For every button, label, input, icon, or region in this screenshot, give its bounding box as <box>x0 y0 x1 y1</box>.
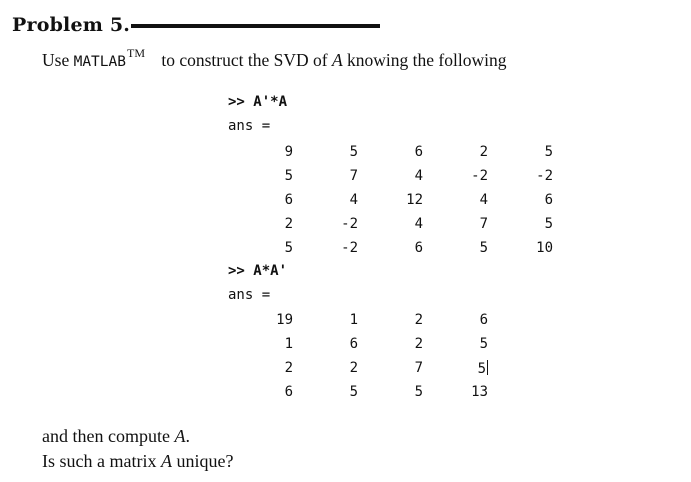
matrix-cell: 5 <box>544 144 553 160</box>
matrix-cell: -2 <box>471 168 488 184</box>
matrix-cell: 4 <box>349 192 358 208</box>
matrix-cell: 2 <box>284 216 293 232</box>
matrix-cell: 6 <box>479 312 488 328</box>
instruction-suffix: knowing the following <box>347 50 507 70</box>
closing-prefix: and then compute <box>42 426 170 446</box>
matrix-cell: 2 <box>414 336 423 352</box>
matrix-cell: 7 <box>349 168 358 184</box>
matrix-cell: 5 <box>479 240 488 256</box>
matrix-cell: 2 <box>479 144 488 160</box>
matrix-cell: 12 <box>406 192 423 208</box>
matrix-cell: 4 <box>414 216 423 232</box>
matrix-cell: 5 <box>414 384 423 400</box>
matrix-cell: 1 <box>284 336 293 352</box>
matrix-cell: 2 <box>284 360 293 376</box>
closing-line-1 <box>42 426 190 447</box>
matrix-cell: 7 <box>479 216 488 232</box>
matrix-cell: 7 <box>414 360 423 376</box>
matrix-cell: 5 <box>284 240 293 256</box>
matrix-row <box>228 140 553 164</box>
matrix-row <box>228 308 488 332</box>
trademark-mark: TM <box>126 46 145 60</box>
closing-line-2 <box>42 451 233 472</box>
matrix-cell: 6 <box>284 384 293 400</box>
matrix-row <box>228 236 553 260</box>
matrix-row <box>228 188 553 212</box>
matrix-cell: 6 <box>544 192 553 208</box>
matrix-cell: 5 <box>349 384 358 400</box>
result-matrix-1 <box>228 140 553 260</box>
matrix-row <box>228 212 553 236</box>
matrix-symbol: A <box>174 426 186 446</box>
question-suffix: unique? <box>176 451 234 471</box>
problem-instruction <box>42 46 507 71</box>
matrix-cell: 6 <box>349 336 358 352</box>
title-rule <box>131 24 380 28</box>
matrix-row <box>228 164 553 188</box>
matrix-cell: 13 <box>471 384 488 400</box>
matrix-cell: 4 <box>414 168 423 184</box>
matlab-ans-label-2: ans = <box>228 287 271 303</box>
matrix-cell: 4 <box>479 192 488 208</box>
matrix-cell: 19 <box>276 312 293 328</box>
matrix-cell: 2 <box>414 312 423 328</box>
matrix-cell: 6 <box>414 240 423 256</box>
matrix-cell: 9 <box>284 144 293 160</box>
matrix-cell: 6 <box>284 192 293 208</box>
matlab-command-2: >> A*A' <box>228 263 288 279</box>
instruction-prefix: Use <box>42 50 70 70</box>
matrix-cell: 5 <box>544 216 553 232</box>
question-prefix: Is such a matrix <box>42 451 157 471</box>
matrix-cell-value: 5 <box>477 360 486 377</box>
matrix-cell <box>423 356 488 380</box>
matlab-ans-label-1: ans = <box>228 118 271 134</box>
matlab-command-1: >> A'*A <box>228 94 288 110</box>
closing-period: . <box>185 426 190 446</box>
matrix-cell: 6 <box>414 144 423 160</box>
matrix-symbol: A <box>331 50 343 70</box>
result-matrix-2 <box>228 308 488 404</box>
matrix-cell: 5 <box>349 144 358 160</box>
matrix-symbol: A <box>160 451 172 471</box>
matrix-row <box>228 332 488 356</box>
matrix-cell: 10 <box>536 240 553 256</box>
matrix-row <box>228 356 488 380</box>
matrix-cell: -2 <box>341 216 358 232</box>
matrix-cell: -2 <box>536 168 553 184</box>
problem-title: Problem 5. <box>12 14 131 36</box>
instruction-middle: to construct the SVD of <box>161 50 328 70</box>
matrix-cell: -2 <box>341 240 358 256</box>
matrix-cell: 5 <box>284 168 293 184</box>
matrix-cell: 2 <box>349 360 358 376</box>
matrix-cell: 1 <box>349 312 358 328</box>
tool-name: MATLAB <box>73 54 126 70</box>
matrix-cell: 5 <box>479 336 488 352</box>
matrix-row <box>228 380 488 404</box>
text-cursor <box>487 360 488 375</box>
